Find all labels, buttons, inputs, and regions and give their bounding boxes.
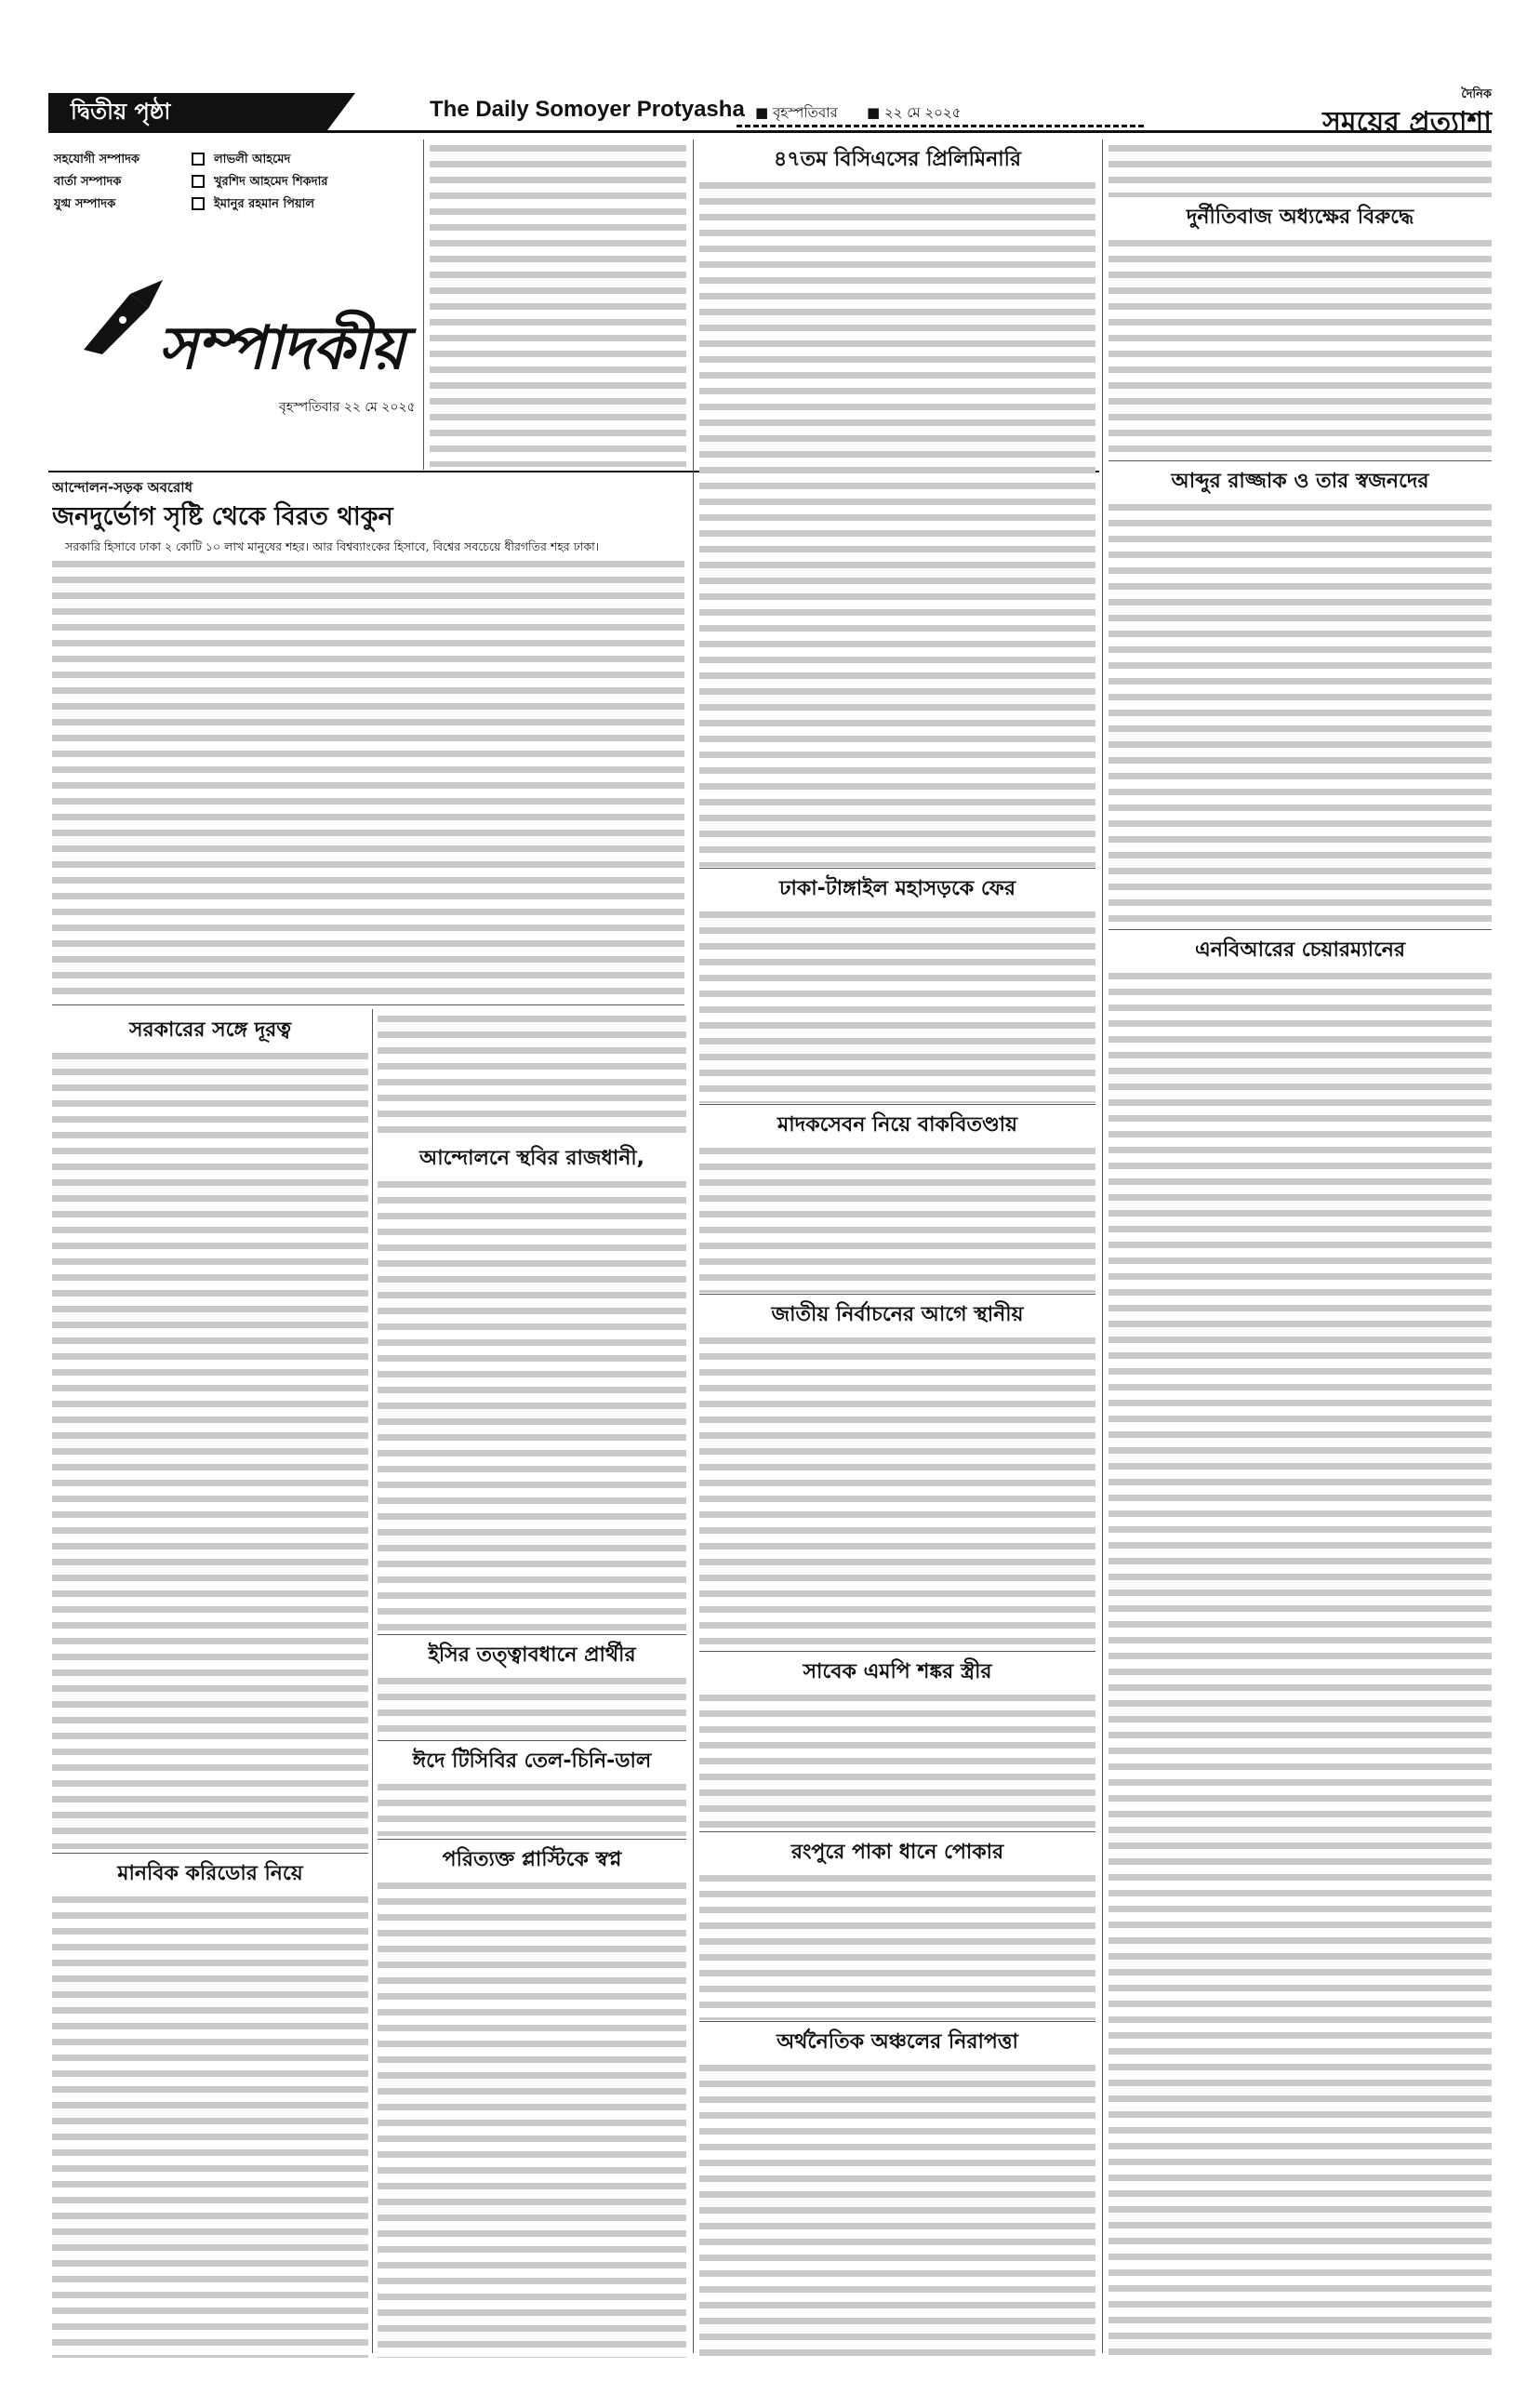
article — [699, 1654, 1095, 1830]
article-body — [699, 908, 1095, 1103]
logo-text: সময়ের প্রত্যাশা — [1322, 106, 1492, 139]
staff-name: লাভলী আহমেদ — [214, 153, 291, 166]
column-rule — [693, 140, 694, 2353]
article-body — [378, 1879, 686, 2358]
article-body — [1109, 236, 1492, 459]
article-continuation — [1109, 141, 1492, 197]
divider — [699, 1651, 1095, 1652]
divider — [52, 1853, 368, 1854]
article-headline: রংপুরে পাকা ধানে পোকার — [790, 1841, 1004, 1864]
article — [52, 1012, 368, 1849]
article-body — [699, 1691, 1095, 1830]
divider — [699, 868, 1095, 869]
editorial-title: সম্পাদকীয় — [158, 313, 405, 383]
article — [699, 871, 1095, 1103]
article-headline: জনদুর্ভোগ সৃষ্টি থেকে বিরত থাকুন — [52, 502, 393, 531]
article — [378, 1842, 686, 2358]
article-headline: সাবেক এমপি শঙ্কর স্ত্রীর — [803, 1660, 992, 1683]
editorial-date: বৃহস্পতিবার ২২ মে ২০২৫ — [279, 400, 416, 415]
article — [699, 1297, 1095, 1650]
divider — [378, 1839, 686, 1840]
article-headline: ঢাকা-টাঙ্গাইল মহাসড়কে ফের — [779, 877, 1016, 900]
article — [52, 1856, 368, 2358]
editorial-title-block — [74, 266, 446, 415]
staff-name: খুরশিদ আহমেদ শিকদার — [214, 175, 328, 189]
article-headline: জাতীয় নির্বাচনের আগে স্থানীয় — [771, 1303, 1024, 1326]
page-section-label: দ্বিতীয় পৃষ্ঠা — [48, 93, 327, 130]
article — [378, 1743, 686, 1836]
article-body — [52, 1049, 368, 1849]
column-rule — [1102, 140, 1103, 2353]
divider — [378, 1740, 686, 1741]
masthead — [48, 87, 1492, 139]
article-headline: আন্দোলনে স্থবির রাজধানী, — [418, 1147, 645, 1170]
column-rule — [372, 1009, 373, 2353]
paper-name-english: The Daily Somoyer Protyasha — [430, 97, 745, 122]
logo-prefix: দৈনিক — [1461, 87, 1492, 101]
article-body — [430, 141, 686, 467]
article-body — [699, 179, 1095, 867]
article — [378, 1140, 686, 1633]
staff-row — [54, 173, 417, 195]
article-lead-paragraph: সরকারি হিসাবে ঢাকা ২ কোটি ১০ লাখ মানুষের শহর। আর বিশ্বব্যাংকের হিসাবে, বিশ্বের সবচেয়ে ধীরগতির শহর ঢাকা। — [65, 539, 600, 553]
article-body — [378, 1177, 686, 1633]
article-body — [699, 1871, 1095, 2020]
article-headline: পরিত্যক্ত প্লাস্টিকে স্বপ্ন — [442, 1848, 622, 1871]
staff-name: ইমানুর রহমান পিয়াল — [214, 197, 315, 211]
article-continuation — [430, 141, 686, 467]
article-body — [1109, 141, 1492, 197]
staff-row — [54, 151, 417, 173]
article — [699, 1834, 1095, 2020]
article-body — [52, 1893, 368, 2358]
staff-role: বার্তা সম্পাদক — [54, 175, 122, 189]
staff-box — [54, 151, 417, 218]
article-headline: ঈদে টিসিবির তেল-চিনি-ডাল — [412, 1749, 652, 1773]
article-headline: মানবিক করিডোর নিয়ে — [117, 1862, 303, 1885]
article — [1109, 463, 1492, 928]
article — [378, 1637, 686, 1739]
paper-logo — [1322, 86, 1492, 147]
article-continuation — [378, 1012, 686, 1137]
divider — [378, 1634, 686, 1635]
divider — [52, 1004, 684, 1005]
issue-day: ■ বৃহস্পতিবার — [755, 104, 838, 121]
divider — [699, 2021, 1095, 2022]
article-body — [52, 557, 684, 994]
article-headline: দুর্নীতিবাজ অধ্যক্ষের বিরুদ্ধে — [1186, 206, 1414, 229]
lead-editorial — [52, 480, 684, 1001]
checkbox-icon — [192, 175, 205, 188]
article-body — [378, 1012, 686, 1137]
article — [699, 2024, 1095, 2359]
divider — [699, 1294, 1095, 1295]
staff-role: সহযোগী সম্পাদক — [54, 153, 140, 166]
staff-row — [54, 195, 417, 218]
article-body — [378, 1674, 686, 1739]
divider — [1109, 460, 1492, 461]
article — [699, 141, 1095, 867]
divider — [1109, 929, 1492, 930]
article-body — [378, 1780, 686, 1836]
article-headline: মাদকসেবন নিয়ে বাকবিতণ্ডায় — [777, 1113, 1017, 1137]
article — [699, 1107, 1095, 1293]
article-headline: সরকারের সঙ্গে দূরত্ব — [128, 1018, 292, 1042]
article-body — [1109, 969, 1492, 2358]
issue-date: ■ ২২ মে ২০২৫ — [867, 104, 962, 121]
article-body — [699, 1144, 1095, 1293]
checkbox-icon — [192, 197, 205, 210]
column-rule — [423, 140, 424, 470]
article-body — [699, 1334, 1095, 1650]
article — [1109, 932, 1492, 2358]
article-headline: অর্থনৈতিক অঞ্চলের নিরাপত্তা — [777, 2030, 1018, 2054]
article-headline: আব্দুর রাজ্জাক ও তার স্বজনদের — [1171, 470, 1429, 493]
masthead-stripe — [737, 125, 1146, 127]
article-headline: এনবিআরের চেয়ারম্যানের — [1194, 938, 1406, 962]
article-headline: ৪৭তম বিসিএসের প্রিলিমিনারি — [773, 148, 1021, 171]
article-body — [699, 2061, 1095, 2359]
article-kicker: আন্দোলন-সড়ক অবরোধ — [52, 480, 192, 496]
article-headline: ইসির তত্ত্বাবধানে প্রার্থীর — [428, 1643, 636, 1667]
checkbox-icon — [192, 153, 205, 166]
article — [1109, 199, 1492, 459]
divider — [699, 1831, 1095, 1832]
article-body — [1109, 500, 1492, 928]
divider — [699, 1104, 1095, 1105]
staff-role: যুগ্ম সম্পাদক — [54, 197, 116, 211]
